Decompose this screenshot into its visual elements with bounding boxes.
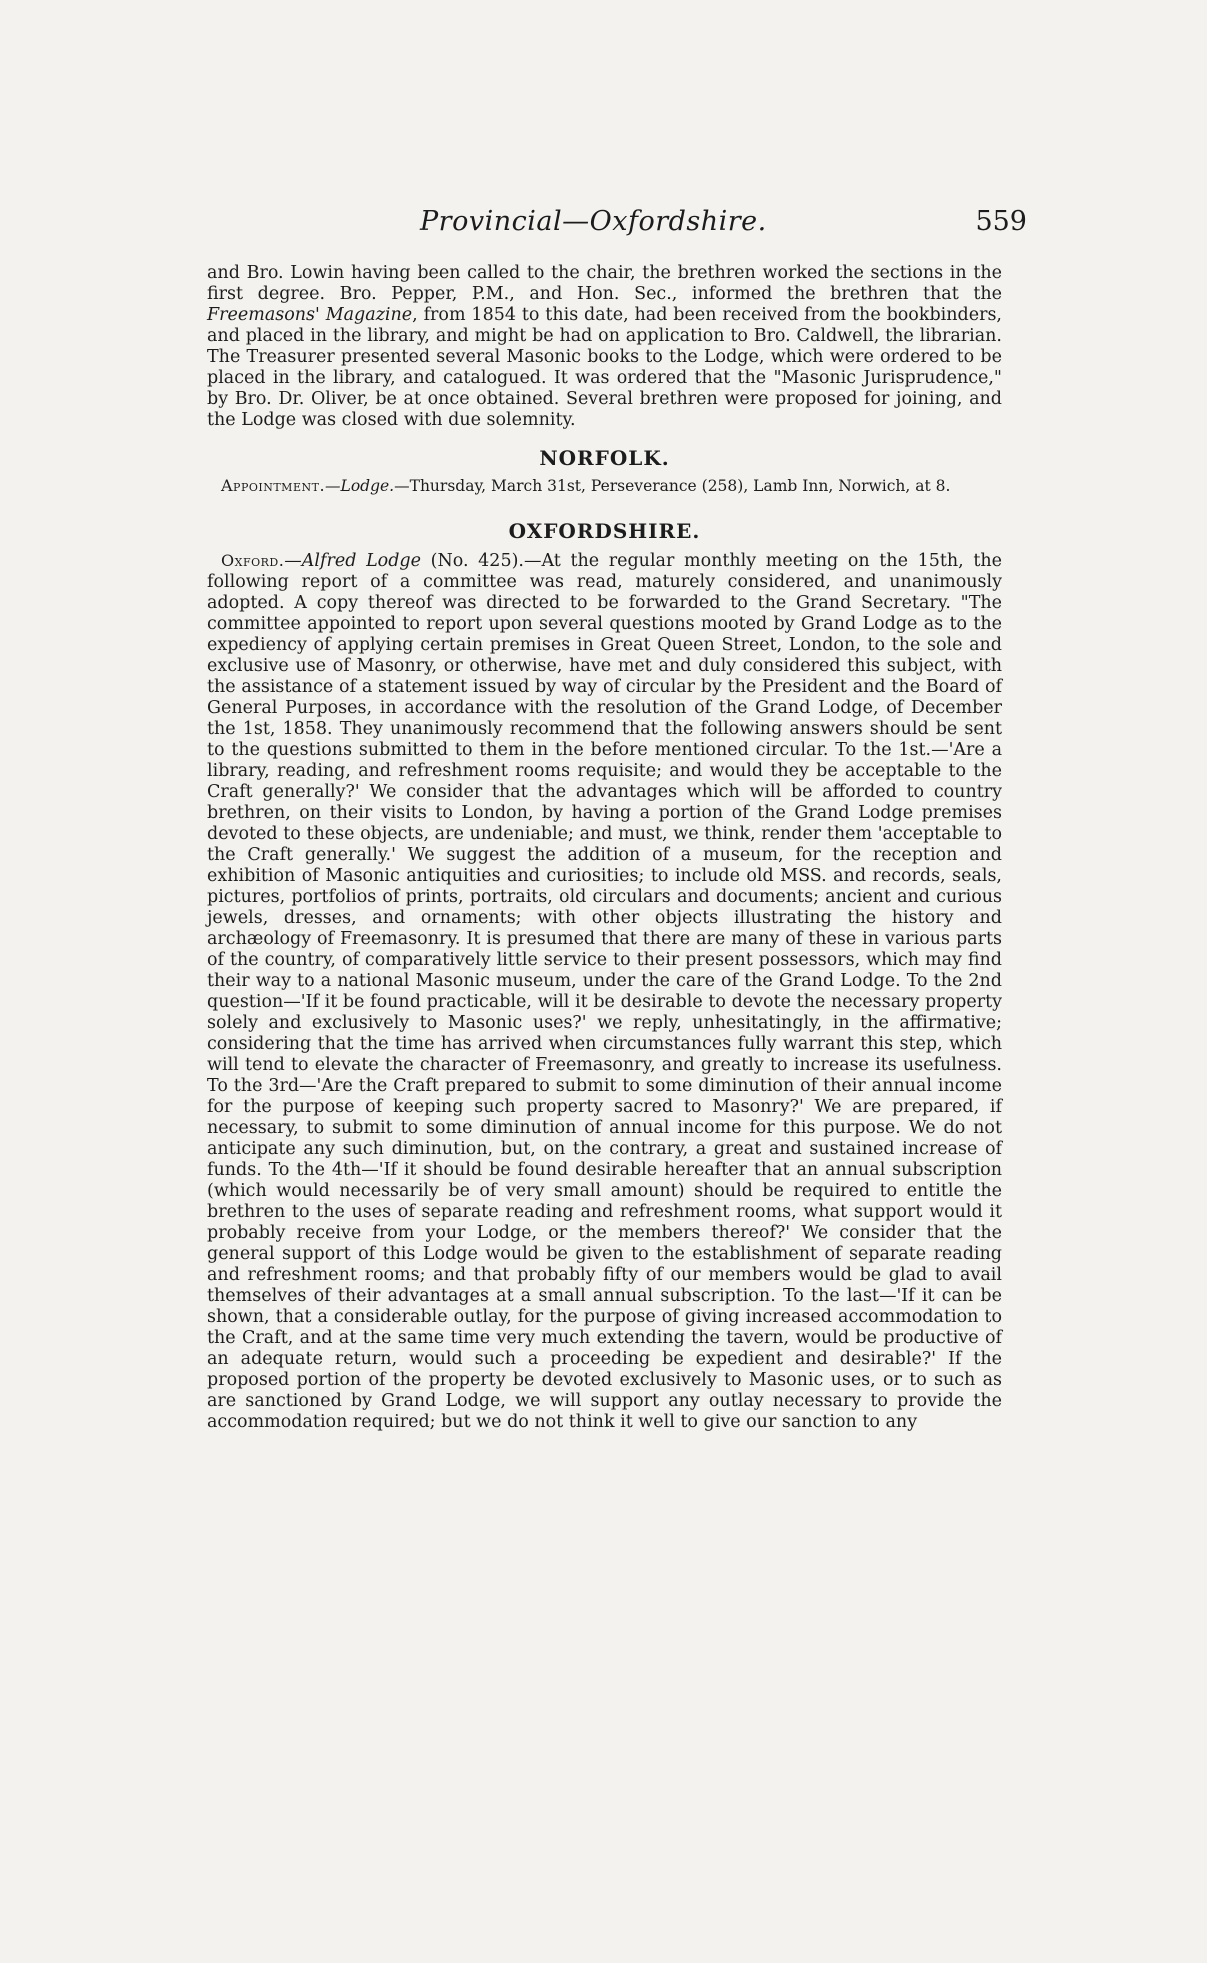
oxfordshire-heading: OXFORDSHIRE.	[508, 519, 701, 543]
magazine-title: Freemasons' Magazine	[207, 305, 413, 325]
norfolk-heading: NORFOLK.	[539, 446, 670, 470]
oxford-report-text: (No. 425).—At the regular monthly meeting on the 15th, the following report of a committee was read, maturely considered, and unanimously adopted. A copy thereof was directed to be forwarded to the Grand Secretary. "The committee appointed to report upon several questions mooted by Grand Lodge as to the expediency of applying certain premises in Great Queen Street, London, to the sole and exclusive use of Masonry, or otherwise, have met and duly considered this subject, with the assistance of a statement issued by way of circular by the President and the Board of General Purposes, in accordance with the resolution of the Grand Lodge, of December the 1st, 1858. They unanimously recommend that the following answers should be sent to the questions submitted to them in the before mentioned circular. To the 1st.—'Are a library, reading, and refreshment rooms requisite; and would they be acceptable to the Craft generally?' We consider that the advantages which will be afforded to country brethren, on their visits to London, by having a portion of the Grand Lodge premises devoted to these objects, are undeniable; and must, we think, render them 'acceptable to the Craft generally.' We suggest the addition of a museum, for the reception and exhibition of Masonic antiquities and curiosities; to include old MSS. and records, seals, pictures, portfolios of prints, portraits, old circulars and documents; ancient and curious jewels, dresses, and ornaments; with other objects illustrating the history and archæology of Freemasonry. It is presumed that there are many of these in various parts of the country, of comparatively little service to their present possessors, which may find their way to a national Masonic museum, under the care of the Grand Lodge. To the 2nd question—'If it be found practicable, will it be desirable to devote the necessary property solely and exclusively to Masonic uses?' we reply, unhesitatingly, in the affirmative; considering that the time has arrived when circumstances fully warrant this step, which will tend to elevate the character of Freemasonry, and greatly to increase its usefulness. To the 3rd—'Are the Craft prepared to submit to some diminution of their annual income for the purpose of keeping such property sacred to Masonry?' We are prepared, if necessary, to submit to some diminution of annual income for this purpose. We do not anticipate any such diminution, but, on the contrary, a great and sustained increase of funds. To the 4th—'If it should be found desirable hereafter that an annual subscription (which would necessarily be of very small amount) should be required to entitle the brethren to the uses of separate reading and refreshment rooms, what support would it probably receive from your Lodge, or the members thereof?' We consider that the general support of this Lodge would be given to the establishment of separate reading and refreshment rooms; and that probably fifty of our members would be glad to avail themselves of their advantages at a small annual subscription. To the last—'If it can be shown, that a considerable outlay, for the purpose of giving increased accommodation to the Craft, and at the same time very much extending the tavern, would be productive of an adequate return, would such a proceeding be expedient and desirable?' If the proposed portion of the property be devoted exclusively to Masonic uses, or to such as are sanctioned by Grand Lodge, we will support any outlay necessary to provide the accommodation required; but we do not think it well to give our sanction to any	[207, 551, 1002, 1432]
page-number: 559	[975, 206, 1027, 237]
appointment-text: —Thursday, March 31st, Perseverance (258), Lamb Inn, Norwich, at 8.	[394, 477, 951, 495]
continuation-text-2: , from 1854 to this date, had been received from the bookbinders, and placed in the library, and might be had on application to Bro. Caldwell, the librarian. The Treasurer presented several Masonic books to the Lodge, which were ordered to be placed in the library, and catalogued. It was ordered that the "Masonic Jurisprudence," by Bro. Dr. Oliver, be at once obtained. Several brethren were proposed for joining, and the Lodge was closed with due solemnity.	[207, 305, 1002, 430]
article-body	[207, 263, 1002, 1433]
running-head	[0, 206, 1207, 246]
norfolk-appointment	[207, 475, 1002, 497]
oxford-paragraph	[207, 550, 1002, 1433]
place-name: Oxford.	[221, 551, 285, 570]
appointment-label: Appointment.	[221, 476, 326, 495]
continuation-text: and Bro. Lowin having been called to the chair, the brethren worked the sections in the first degree. Bro. Pepper, P.M., and Hon. Sec., informed the brethren that the	[207, 263, 1002, 304]
lodge-label: —Lodge.	[325, 477, 395, 495]
continuation-paragraph	[207, 263, 1002, 431]
lodge-name: —Alfred Lodge	[284, 551, 421, 571]
running-title: Provincial—Oxfordshire.	[420, 206, 767, 237]
